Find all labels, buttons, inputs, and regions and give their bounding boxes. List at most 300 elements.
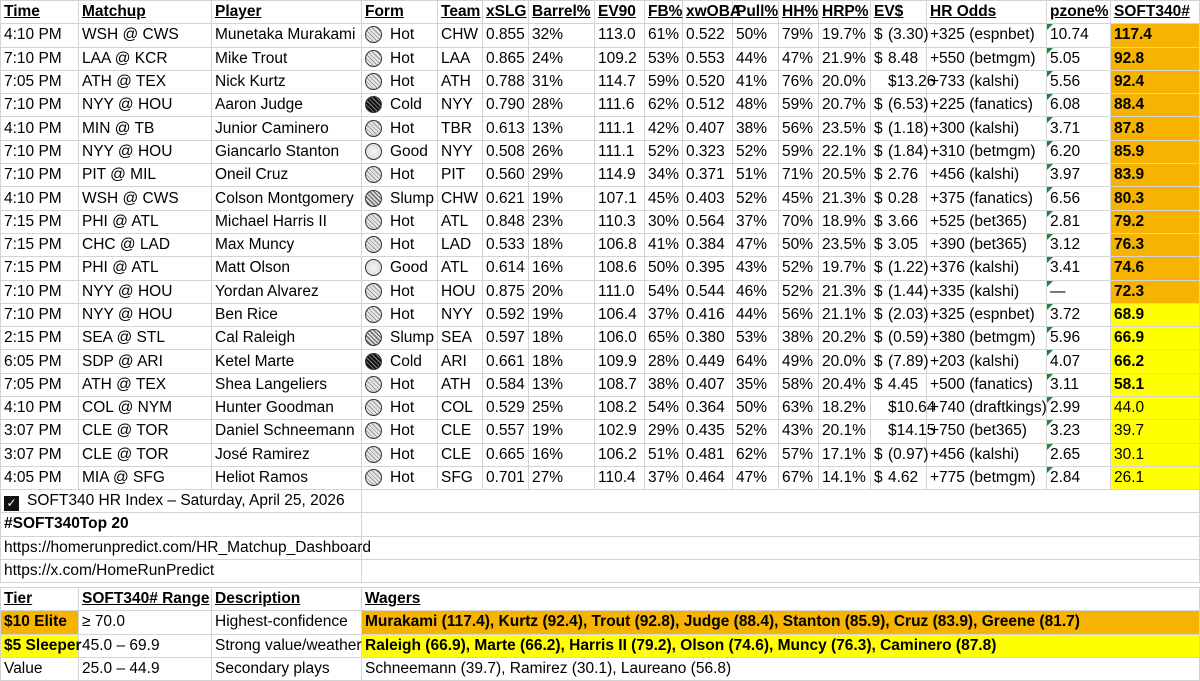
cell-ev[interactable]	[871, 70, 936, 93]
cell-player[interactable]: Heliot Ramos	[212, 466, 362, 489]
cell-barrel[interactable]: 13%	[529, 373, 595, 396]
cell-score[interactable]: 39.7	[1111, 420, 1200, 443]
cell-hh[interactable]: 47%	[779, 47, 819, 70]
cell-pzone[interactable]: 5.56	[1047, 70, 1111, 93]
column-header-ev90[interactable]: EV90	[595, 1, 645, 24]
cell-odds[interactable]: +300 (kalshi)	[927, 117, 1047, 140]
cell-hrp[interactable]: 23.5%	[819, 233, 871, 256]
cell-ev[interactable]	[871, 280, 927, 303]
cell-hrp[interactable]: 20.4%	[819, 373, 871, 396]
cell-barrel[interactable]: 19%	[529, 187, 595, 210]
cell-fb[interactable]: 62%	[645, 94, 683, 117]
cell-matchup[interactable]: NYY @ HOU	[79, 303, 212, 326]
cell-player[interactable]: Nick Kurtz	[212, 70, 362, 93]
cell-xslg[interactable]: 0.508	[483, 140, 529, 163]
cell-hrp[interactable]: 20.0%	[819, 350, 871, 373]
cell-score[interactable]: 117.4	[1111, 24, 1200, 47]
cell-score[interactable]: 44.0	[1111, 397, 1200, 420]
cell-time[interactable]: 7:15 PM	[1, 210, 79, 233]
cell-score[interactable]: 72.3	[1111, 280, 1200, 303]
cell-player[interactable]: Yordan Alvarez	[212, 280, 362, 303]
cell-player[interactable]: Shea Langeliers	[212, 373, 362, 396]
cell-matchup[interactable]: NYY @ HOU	[79, 140, 212, 163]
column-header-pzone[interactable]: pzone%	[1047, 1, 1111, 24]
cell-time[interactable]: 7:10 PM	[1, 164, 79, 187]
cell-xwoba[interactable]: 0.407	[683, 117, 733, 140]
cell-score[interactable]: 74.6	[1111, 257, 1200, 280]
cell-player[interactable]: Hunter Goodman	[212, 397, 362, 420]
cell-matchup[interactable]: SEA @ STL	[79, 327, 212, 350]
cell-hrp[interactable]: 18.2%	[819, 397, 871, 420]
cell-pzone[interactable]: 2.65	[1047, 443, 1111, 466]
cell-pull[interactable]: 64%	[733, 350, 779, 373]
cell-pzone[interactable]: 5.05	[1047, 47, 1111, 70]
cell-pull[interactable]: 38%	[733, 117, 779, 140]
cell-xwoba[interactable]: 0.522	[683, 24, 733, 47]
cell-hh[interactable]: 71%	[779, 164, 819, 187]
cell-ev[interactable]	[871, 303, 927, 326]
cell-form[interactable]	[362, 350, 438, 373]
cell-team[interactable]: CHW	[438, 24, 483, 47]
cell-fb[interactable]: 65%	[645, 327, 683, 350]
cell-time[interactable]: 7:10 PM	[1, 280, 79, 303]
cell-barrel[interactable]: 31%	[529, 70, 595, 93]
cell-xwoba[interactable]: 0.449	[683, 350, 733, 373]
cell-pzone[interactable]: 6.20	[1047, 140, 1111, 163]
cell-xwoba[interactable]: 0.520	[683, 70, 733, 93]
cell-hh[interactable]: 38%	[779, 327, 819, 350]
cell-fb[interactable]: 45%	[645, 187, 683, 210]
cell-ev90[interactable]: 111.1	[595, 117, 645, 140]
x-profile-link[interactable]: https://x.com/HomeRunPredict	[1, 559, 362, 582]
cell-score[interactable]: 79.2	[1111, 210, 1200, 233]
cell-matchup[interactable]: PHI @ ATL	[79, 257, 212, 280]
cell-hh[interactable]: 52%	[779, 257, 819, 280]
cell-player[interactable]: Matt Olson	[212, 257, 362, 280]
cell-team[interactable]: LAD	[438, 233, 483, 256]
cell-ev[interactable]	[871, 443, 927, 466]
cell-hh[interactable]: 59%	[779, 140, 819, 163]
cell-xwoba[interactable]: 0.435	[683, 420, 733, 443]
cell-pull[interactable]: 41%	[733, 70, 779, 93]
cell-player[interactable]: Cal Raleigh	[212, 327, 362, 350]
column-header-xslg[interactable]: xSLG	[483, 1, 529, 24]
cell-odds[interactable]: +380 (betmgm)	[927, 327, 1047, 350]
cell-matchup[interactable]: WSH @ CWS	[79, 187, 212, 210]
cell-team[interactable]: PIT	[438, 164, 483, 187]
column-header-soft340[interactable]: SOFT340#	[1111, 1, 1200, 24]
cell-pull[interactable]: 46%	[733, 280, 779, 303]
column-header-pull[interactable]: Pull%	[733, 1, 779, 24]
cell-matchup[interactable]: MIN @ TB	[79, 117, 212, 140]
cell-odds[interactable]: +375 (fanatics)	[927, 187, 1047, 210]
cell-matchup[interactable]: COL @ NYM	[79, 397, 212, 420]
cell-ev90[interactable]: 108.2	[595, 397, 645, 420]
cell-hh[interactable]: 57%	[779, 443, 819, 466]
cell-barrel[interactable]: 19%	[529, 420, 595, 443]
cell-pzone[interactable]: 2.81	[1047, 210, 1111, 233]
cell-pull[interactable]: 47%	[733, 466, 779, 489]
column-header-fb[interactable]: FB%	[645, 1, 683, 24]
cell-form[interactable]	[362, 420, 438, 443]
cell-odds[interactable]: +775 (betmgm)	[927, 466, 1047, 489]
cell-team[interactable]: NYY	[438, 303, 483, 326]
cell-matchup[interactable]: CHC @ LAD	[79, 233, 212, 256]
cell-time[interactable]: 3:07 PM	[1, 443, 79, 466]
cell-ev90[interactable]: 109.2	[595, 47, 645, 70]
cell-ev[interactable]	[871, 233, 927, 256]
cell-pull[interactable]: 37%	[733, 210, 779, 233]
cell-fb[interactable]: 37%	[645, 303, 683, 326]
cell-hrp[interactable]: 20.0%	[819, 70, 871, 93]
cell-ev[interactable]	[871, 350, 927, 373]
cell-hrp[interactable]: 19.7%	[819, 24, 871, 47]
cell-pull[interactable]: 53%	[733, 327, 779, 350]
cell-odds[interactable]: +500 (fanatics)	[927, 373, 1047, 396]
cell-form[interactable]	[362, 280, 438, 303]
cell-ev[interactable]	[871, 140, 927, 163]
cell-xwoba[interactable]: 0.384	[683, 233, 733, 256]
cell-time[interactable]: 7:10 PM	[1, 47, 79, 70]
cell-player[interactable]: Ben Rice	[212, 303, 362, 326]
cell-ev90[interactable]: 106.2	[595, 443, 645, 466]
cell-pzone[interactable]: 6.56	[1047, 187, 1111, 210]
cell-score[interactable]: 92.8	[1111, 47, 1200, 70]
cell-player[interactable]: Aaron Judge	[212, 94, 362, 117]
cell-pzone[interactable]: 10.74	[1047, 24, 1111, 47]
cell-time[interactable]: 7:05 PM	[1, 70, 79, 93]
cell-xwoba[interactable]: 0.395	[683, 257, 733, 280]
cell-ev90[interactable]: 110.4	[595, 466, 645, 489]
cell-pull[interactable]: 50%	[733, 24, 779, 47]
cell-score[interactable]: 80.3	[1111, 187, 1200, 210]
cell-hh[interactable]: 63%	[779, 397, 819, 420]
cell-xslg[interactable]: 0.788	[483, 70, 529, 93]
cell-odds[interactable]: +525 (bet365)	[927, 210, 1047, 233]
cell-hh[interactable]: 79%	[779, 24, 819, 47]
cell-score[interactable]: 68.9	[1111, 303, 1200, 326]
cell-form[interactable]	[362, 24, 438, 47]
cell-fb[interactable]: 61%	[645, 24, 683, 47]
cell-time[interactable]: 4:10 PM	[1, 187, 79, 210]
cell-pzone[interactable]: —	[1047, 280, 1111, 303]
cell-ev[interactable]	[871, 47, 927, 70]
cell-pull[interactable]: 44%	[733, 303, 779, 326]
cell-form[interactable]	[362, 47, 438, 70]
cell-hh[interactable]: 52%	[779, 280, 819, 303]
cell-hh[interactable]: 50%	[779, 233, 819, 256]
cell-team[interactable]: ATH	[438, 70, 483, 93]
cell-barrel[interactable]: 18%	[529, 233, 595, 256]
cell-matchup[interactable]: NYY @ HOU	[79, 94, 212, 117]
cell-hrp[interactable]: 20.2%	[819, 327, 871, 350]
cell-barrel[interactable]: 16%	[529, 443, 595, 466]
cell-fb[interactable]: 53%	[645, 47, 683, 70]
cell-team[interactable]: NYY	[438, 140, 483, 163]
cell-pull[interactable]: 52%	[733, 187, 779, 210]
column-header-matchup[interactable]: Matchup	[79, 1, 212, 24]
cell-hrp[interactable]: 20.7%	[819, 94, 871, 117]
column-header-odds[interactable]: HR Odds	[927, 1, 1047, 24]
cell-form[interactable]	[362, 187, 438, 210]
cell-xwoba[interactable]: 0.464	[683, 466, 733, 489]
cell-fb[interactable]: 50%	[645, 257, 683, 280]
cell-hh[interactable]: 49%	[779, 350, 819, 373]
cell-xwoba[interactable]: 0.323	[683, 140, 733, 163]
column-header-player[interactable]: Player	[212, 1, 362, 24]
cell-fb[interactable]: 37%	[645, 466, 683, 489]
cell-xslg[interactable]: 0.557	[483, 420, 529, 443]
cell-barrel[interactable]: 13%	[529, 117, 595, 140]
cell-barrel[interactable]: 27%	[529, 466, 595, 489]
dashboard-link[interactable]: https://homerunpredict.com/HR_Matchup_Dashboard	[1, 536, 362, 559]
cell-xslg[interactable]: 0.592	[483, 303, 529, 326]
cell-score[interactable]: 92.4	[1111, 70, 1200, 93]
cell-odds[interactable]: +335 (kalshi)	[927, 280, 1047, 303]
column-header-team[interactable]: Team	[438, 1, 483, 24]
cell-pzone[interactable]: 3.71	[1047, 117, 1111, 140]
cell-score[interactable]: 88.4	[1111, 94, 1200, 117]
cell-xslg[interactable]: 0.533	[483, 233, 529, 256]
cell-barrel[interactable]: 28%	[529, 94, 595, 117]
cell-fb[interactable]: 54%	[645, 280, 683, 303]
cell-fb[interactable]: 30%	[645, 210, 683, 233]
column-header-form[interactable]: Form	[362, 1, 438, 24]
cell-matchup[interactable]: LAA @ KCR	[79, 47, 212, 70]
cell-ev[interactable]	[871, 373, 927, 396]
cell-score[interactable]: 85.9	[1111, 140, 1200, 163]
cell-score[interactable]: 30.1	[1111, 443, 1200, 466]
cell-odds[interactable]: +225 (fanatics)	[927, 94, 1047, 117]
cell-form[interactable]	[362, 397, 438, 420]
cell-form[interactable]	[362, 94, 438, 117]
cell-xslg[interactable]: 0.597	[483, 327, 529, 350]
cell-xwoba[interactable]: 0.364	[683, 397, 733, 420]
cell-pull[interactable]: 35%	[733, 373, 779, 396]
cell-time[interactable]: 2:15 PM	[1, 327, 79, 350]
column-header-time[interactable]: Time	[1, 1, 79, 24]
cell-form[interactable]	[362, 233, 438, 256]
cell-matchup[interactable]: PHI @ ATL	[79, 210, 212, 233]
cell-pull[interactable]: 62%	[733, 443, 779, 466]
cell-time[interactable]: 6:05 PM	[1, 350, 79, 373]
cell-ev90[interactable]: 114.7	[595, 70, 645, 93]
cell-barrel[interactable]: 26%	[529, 140, 595, 163]
cell-ev90[interactable]: 108.6	[595, 257, 645, 280]
cell-odds[interactable]: +325 (espnbet)	[927, 303, 1047, 326]
cell-time[interactable]: 4:10 PM	[1, 24, 79, 47]
cell-xslg[interactable]: 0.529	[483, 397, 529, 420]
cell-team[interactable]: SEA	[438, 327, 483, 350]
cell-pzone[interactable]: 5.96	[1047, 327, 1111, 350]
cell-pzone[interactable]: 6.08	[1047, 94, 1111, 117]
cell-xslg[interactable]: 0.584	[483, 373, 529, 396]
cell-xslg[interactable]: 0.875	[483, 280, 529, 303]
cell-ev90[interactable]: 106.4	[595, 303, 645, 326]
cell-hh[interactable]: 76%	[779, 70, 819, 93]
cell-ev90[interactable]: 114.9	[595, 164, 645, 187]
cell-ev[interactable]	[871, 397, 936, 420]
cell-hrp[interactable]: 23.5%	[819, 117, 871, 140]
cell-barrel[interactable]: 29%	[529, 164, 595, 187]
cell-pzone[interactable]: 3.41	[1047, 257, 1111, 280]
cell-team[interactable]: LAA	[438, 47, 483, 70]
cell-form[interactable]	[362, 140, 438, 163]
cell-form[interactable]	[362, 373, 438, 396]
cell-pull[interactable]: 52%	[733, 420, 779, 443]
cell-score[interactable]: 26.1	[1111, 466, 1200, 489]
cell-odds[interactable]: +203 (kalshi)	[927, 350, 1047, 373]
cell-pzone[interactable]: 3.12	[1047, 233, 1111, 256]
cell-ev90[interactable]: 111.6	[595, 94, 645, 117]
cell-barrel[interactable]: 18%	[529, 327, 595, 350]
cell-ev[interactable]	[871, 420, 936, 443]
cell-time[interactable]: 4:10 PM	[1, 117, 79, 140]
cell-ev[interactable]	[871, 94, 927, 117]
cell-fb[interactable]: 38%	[645, 373, 683, 396]
cell-player[interactable]: Ketel Marte	[212, 350, 362, 373]
cell-hrp[interactable]: 17.1%	[819, 443, 871, 466]
cell-time[interactable]: 7:10 PM	[1, 140, 79, 163]
cell-player[interactable]: Max Muncy	[212, 233, 362, 256]
cell-ev[interactable]	[871, 117, 927, 140]
cell-fb[interactable]: 28%	[645, 350, 683, 373]
cell-ev90[interactable]: 109.9	[595, 350, 645, 373]
cell-form[interactable]	[362, 466, 438, 489]
cell-matchup[interactable]: PIT @ MIL	[79, 164, 212, 187]
cell-score[interactable]: 83.9	[1111, 164, 1200, 187]
cell-hh[interactable]: 56%	[779, 303, 819, 326]
cell-xwoba[interactable]: 0.380	[683, 327, 733, 350]
cell-team[interactable]: NYY	[438, 94, 483, 117]
cell-time[interactable]: 7:15 PM	[1, 257, 79, 280]
cell-fb[interactable]: 34%	[645, 164, 683, 187]
cell-hrp[interactable]: 21.1%	[819, 303, 871, 326]
cell-hh[interactable]: 59%	[779, 94, 819, 117]
cell-ev90[interactable]: 106.8	[595, 233, 645, 256]
cell-player[interactable]: Junior Caminero	[212, 117, 362, 140]
cell-xslg[interactable]: 0.855	[483, 24, 529, 47]
cell-form[interactable]	[362, 164, 438, 187]
cell-team[interactable]: ARI	[438, 350, 483, 373]
cell-hh[interactable]: 58%	[779, 373, 819, 396]
cell-odds[interactable]: +740 (draftkings)	[927, 397, 1047, 420]
cell-player[interactable]: Oneil Cruz	[212, 164, 362, 187]
cell-player[interactable]: Colson Montgomery	[212, 187, 362, 210]
cell-hrp[interactable]: 22.1%	[819, 140, 871, 163]
cell-ev90[interactable]: 110.3	[595, 210, 645, 233]
checkbox-icon[interactable]: ✓	[4, 496, 19, 511]
cell-xslg[interactable]: 0.614	[483, 257, 529, 280]
cell-odds[interactable]: +325 (espnbet)	[927, 24, 1047, 47]
column-header-ev[interactable]: EV$	[871, 1, 927, 24]
cell-xslg[interactable]: 0.613	[483, 117, 529, 140]
cell-xwoba[interactable]: 0.481	[683, 443, 733, 466]
cell-xslg[interactable]: 0.661	[483, 350, 529, 373]
column-header-hrp[interactable]: HRP%	[819, 1, 871, 24]
cell-ev[interactable]	[871, 210, 927, 233]
cell-pzone[interactable]: 3.97	[1047, 164, 1111, 187]
cell-barrel[interactable]: 32%	[529, 24, 595, 47]
cell-team[interactable]: CLE	[438, 443, 483, 466]
cell-pull[interactable]: 44%	[733, 47, 779, 70]
cell-xwoba[interactable]: 0.416	[683, 303, 733, 326]
cell-player[interactable]: Mike Trout	[212, 47, 362, 70]
cell-odds[interactable]: +750 (bet365)	[927, 420, 1047, 443]
cell-form[interactable]	[362, 303, 438, 326]
cell-player[interactable]: Munetaka Murakami	[212, 24, 362, 47]
cell-time[interactable]: 7:05 PM	[1, 373, 79, 396]
cell-hh[interactable]: 67%	[779, 466, 819, 489]
cell-barrel[interactable]: 23%	[529, 210, 595, 233]
cell-form[interactable]	[362, 443, 438, 466]
cell-pull[interactable]: 43%	[733, 257, 779, 280]
cell-matchup[interactable]: CLE @ TOR	[79, 443, 212, 466]
cell-pull[interactable]: 51%	[733, 164, 779, 187]
cell-xwoba[interactable]: 0.371	[683, 164, 733, 187]
cell-odds[interactable]: +456 (kalshi)	[927, 443, 1047, 466]
cell-barrel[interactable]: 18%	[529, 350, 595, 373]
cell-hh[interactable]: 43%	[779, 420, 819, 443]
cell-form[interactable]	[362, 327, 438, 350]
cell-pull[interactable]: 47%	[733, 233, 779, 256]
column-header-xwoba[interactable]: xwOBA	[683, 1, 733, 24]
cell-team[interactable]: CLE	[438, 420, 483, 443]
cell-hh[interactable]: 56%	[779, 117, 819, 140]
cell-ev90[interactable]: 113.0	[595, 24, 645, 47]
cell-ev[interactable]	[871, 327, 927, 350]
cell-score[interactable]: 66.9	[1111, 327, 1200, 350]
cell-xwoba[interactable]: 0.544	[683, 280, 733, 303]
cell-time[interactable]: 4:10 PM	[1, 397, 79, 420]
cell-ev[interactable]	[871, 466, 927, 489]
cell-time[interactable]: 3:07 PM	[1, 420, 79, 443]
cell-matchup[interactable]: ATH @ TEX	[79, 373, 212, 396]
cell-pzone[interactable]: 3.11	[1047, 373, 1111, 396]
cell-odds[interactable]: +376 (kalshi)	[927, 257, 1047, 280]
cell-fb[interactable]: 29%	[645, 420, 683, 443]
cell-fb[interactable]: 51%	[645, 443, 683, 466]
cell-form[interactable]	[362, 117, 438, 140]
cell-pull[interactable]: 52%	[733, 140, 779, 163]
cell-ev[interactable]	[871, 187, 927, 210]
cell-matchup[interactable]: WSH @ CWS	[79, 24, 212, 47]
cell-ev[interactable]	[871, 164, 927, 187]
cell-hrp[interactable]: 21.3%	[819, 187, 871, 210]
cell-xslg[interactable]: 0.621	[483, 187, 529, 210]
cell-ev90[interactable]: 108.7	[595, 373, 645, 396]
cell-matchup[interactable]: SDP @ ARI	[79, 350, 212, 373]
cell-player[interactable]: Daniel Schneemann	[212, 420, 362, 443]
cell-score[interactable]: 58.1	[1111, 373, 1200, 396]
cell-player[interactable]: José Ramirez	[212, 443, 362, 466]
cell-score[interactable]: 66.2	[1111, 350, 1200, 373]
column-header-hh[interactable]: HH%	[779, 1, 819, 24]
cell-xwoba[interactable]: 0.512	[683, 94, 733, 117]
cell-pzone[interactable]: 2.84	[1047, 466, 1111, 489]
cell-fb[interactable]: 41%	[645, 233, 683, 256]
cell-hrp[interactable]: 14.1%	[819, 466, 871, 489]
cell-pzone[interactable]: 3.23	[1047, 420, 1111, 443]
cell-barrel[interactable]: 24%	[529, 47, 595, 70]
cell-odds[interactable]: +550 (betmgm)	[927, 47, 1047, 70]
cell-time[interactable]: 7:15 PM	[1, 233, 79, 256]
cell-time[interactable]: 7:10 PM	[1, 303, 79, 326]
cell-team[interactable]: ATH	[438, 373, 483, 396]
cell-time[interactable]: 7:10 PM	[1, 94, 79, 117]
cell-form[interactable]	[362, 70, 438, 93]
cell-pull[interactable]: 48%	[733, 94, 779, 117]
